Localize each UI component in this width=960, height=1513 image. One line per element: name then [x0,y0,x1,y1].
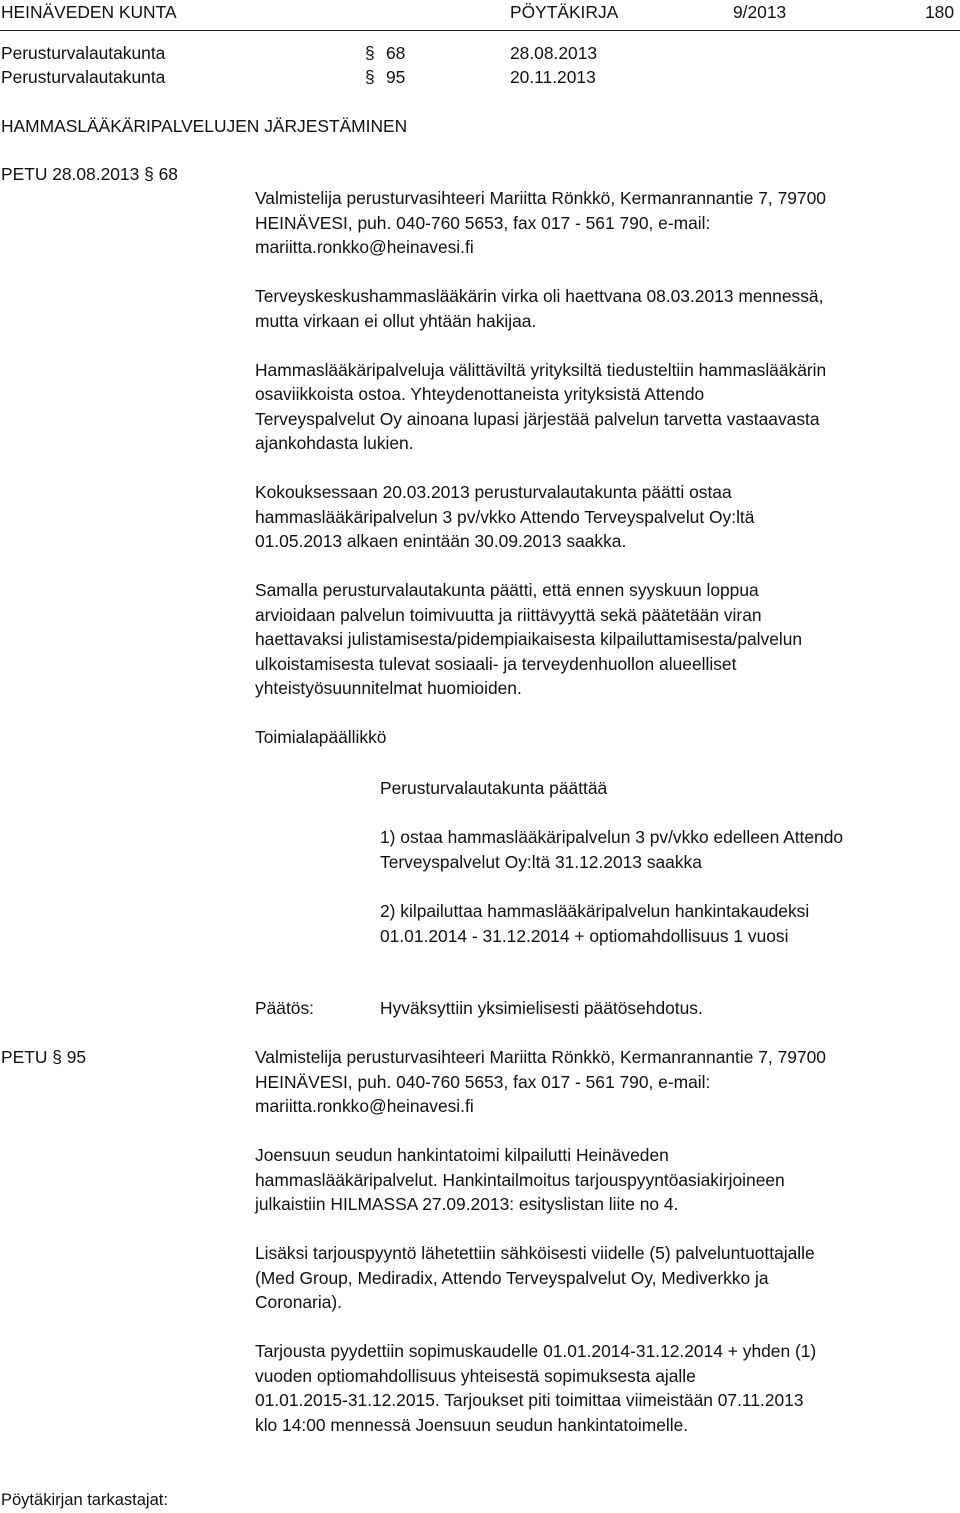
meeting-label-text: PETU [1,1047,48,1067]
organization-name: HEINÄVEDEN KUNTA [1,2,177,22]
proposal-item: 2) kilpailuttaa hammaslääkäripalvelun hankintakaudeksi 01.01.2014 - 31.12.2014 + optiomahdollisuus 1 vuosi [380,901,810,946]
decision-label: Päätös: [255,998,314,1018]
section-date: 20.11.2013 [510,67,596,87]
email-address: mariitta.ronkko@heinavesi.fi [255,237,474,257]
petu68-body [255,186,955,750]
paragraph: Joensuun seudun hankintatoimi kilpailutti Heinäveden hammaslääkäripalvelut. Hankintailmoitus tarjouspyyntöasiakirjoineen julkaistiin HILMASSA 27.09.2013: esityslistan liite no 4. [255,1145,785,1214]
meeting-label [1,162,178,187]
section-number: 68 [386,43,406,63]
proposal-heading: Perusturvalautakunta päättää [380,778,608,798]
section-sign-icon: § [52,1047,62,1067]
paragraph: Samalla perusturvalautakunta päätti, että ennen syyskuun loppua arvioidaan palvelun toimivuutta ja riittävyyttä sekä päätetään viran haettavaksi julistamisesta/pidempiaikaisesta kilpailuttamisesta/palvelun ulkoistamisesta tulevat sosiaali- ja terveydenhuollon alueelliset yhteistyösuunnitelmat huomioiden. [255,580,803,698]
section-sign-icon: § [144,164,154,184]
preparer-info: Valmistelija perusturvasihteeri Mariitta Rönkkö, Kermanrannantie 7, 79700 HEINÄVESI, puh. 040-760 5653, fax 017 - 561 790, e-mail: mariitta.ronkko@heinavesi.fi [255,188,826,257]
decision-text: Hyväksyttiin yksimielisesti päätösehdotus. [380,998,703,1018]
paragraph: Hammaslääkäripalveluja välittäviltä yrityksiltä tiedusteltiin hammaslääkärin osaviikkoista ostoa. Yhteydenottaneista yrityksistä Attendo Terveyspalvelut Oy ainoana lupasi järjestää palvelun tarvetta vastaavasta ajankohdasta lukien. [255,359,827,453]
document-title: HAMMASLÄÄKÄRIPALVELUJEN JÄRJESTÄMINEN [1,116,408,136]
section-body-name: Perusturvalautakunta [1,43,166,63]
section-date: 28.08.2013 [510,43,598,63]
section-body-name: Perusturvalautakunta [1,67,166,87]
paragraph: Kokouksessaan 20.03.2013 perusturvalautakunta päätti ostaa hammaslääkäripalvelun 3 pv/vkko Attendo Terveyspalvelut Oy:ltä 01.05.2013 alkaen enintään 30.09.2013 saakka. [255,482,755,551]
preparer-info: Valmistelija perusturvasihteeri Mariitta Rönkkö, Kermanrannantie 7, 79700 HEINÄVESI, puh. 040-760 5653, fax 017 - 561 790, e-mail: mariitta.ronkko@heinavesi.fi [255,1047,826,1116]
paragraph: Terveyskeskushammaslääkärin virka oli haettvana 08.03.2013 mennessä, mutta virkaan ei ollut yhtään hakijaa. [255,286,824,331]
header-rule [0,30,960,31]
document-type: PÖYTÄKIRJA [510,2,619,22]
meeting-label [1,1045,86,1070]
section-number: 95 [386,67,406,87]
meeting-label-text: PETU 28.08.2013 [1,164,140,184]
proposal-item: 1) ostaa hammaslääkäripalvelun 3 pv/vkko edelleen Attendo Terveyspalvelut Oy:ltä 31.12.2013 saakka [380,827,844,872]
meeting-section-number: 95 [66,1047,87,1067]
reviewers-label: Pöytäkirjan tarkastajat: [1,1491,168,1509]
paragraph: Tarjousta pyydettiin sopimuskaudelle 01.01.2014-31.12.2014 + yhden (1) vuoden optiomahdollisuus yhteisestä sopimuksesta ajalle 01.01.2015-31.12.2015. Tarjoukset piti toimittaa viimeistään 07.11.2013 klo 14:00 mennessä Joensuun seudun hankintatoimelle. [255,1341,817,1435]
paragraph: Lisäksi tarjouspyyntö lähetettiin sähköisesti viidelle (5) palveluntuottajalle (Med Group, Mediradix, Attendo Terveyspalvelut Oy, Mediverkko ja Coronaria). [255,1243,815,1312]
document-number: 9/2013 [733,2,787,22]
section-sign-icon: § [365,43,375,63]
page-number: 180 [925,2,955,22]
email-address: mariitta.ronkko@heinavesi.fi [255,1096,474,1116]
proposer-title: Toimialapäällikkö [255,727,387,747]
meeting-section-number: 68 [158,164,178,184]
petu95-body [255,1045,955,1437]
section-sign-icon: § [365,67,375,87]
